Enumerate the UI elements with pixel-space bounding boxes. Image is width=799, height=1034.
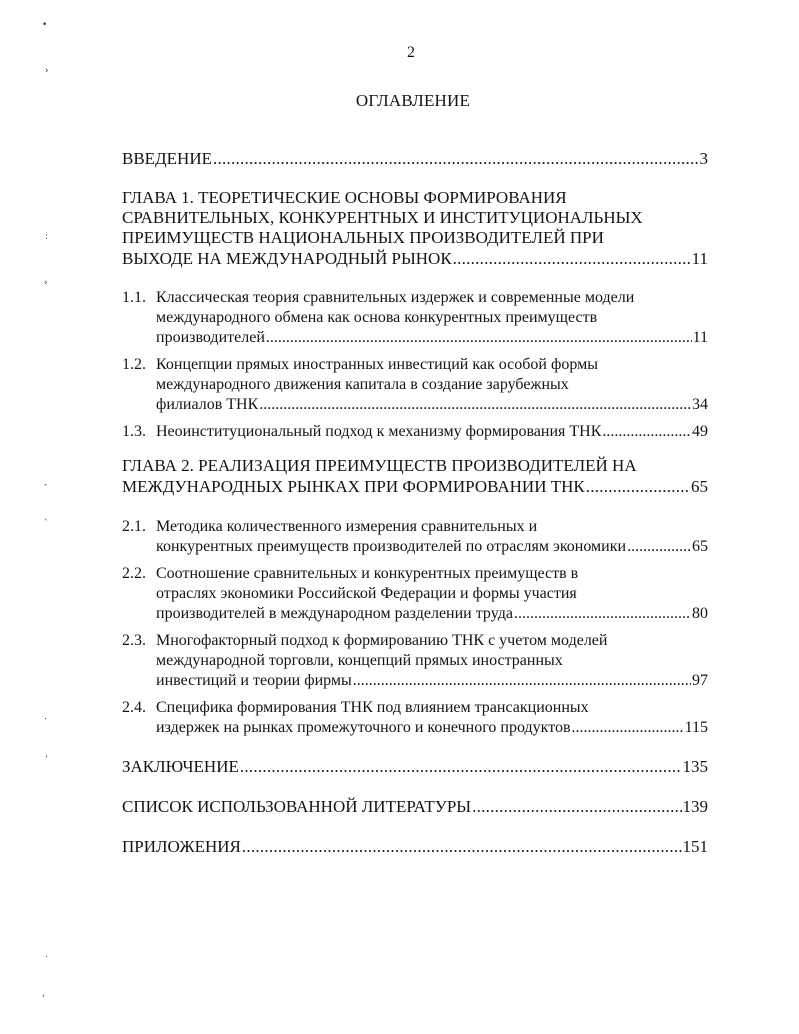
toc-entry-label: инвестиций и теории фирмы [156,672,352,689]
chapter-heading-line: ГЛАВА 2. РЕАЛИЗАЦИЯ ПРЕИМУЩЕСТВ ПРОИЗВОДИТЕЛЕЙ НА [122,456,637,475]
toc-section-1-3 [122,422,708,442]
section-number: 1.2. [122,356,146,373]
scan-mark: ‘ [42,994,45,1004]
section-last-line [156,328,708,348]
chapter-heading-line: ПРЕИМУЩЕСТВ НАЦИОНАЛЬНЫХ ПРОИЗВОДИТЕЛЕЙ ПРИ [122,228,604,247]
toc-section-2-2 [122,564,708,624]
chapter-heading-last-line [122,248,708,269]
section-line: Классическая теория сравнительных издержек и современные модели [156,289,635,306]
toc-entry-label: ВВЕДЕНИЕ [122,149,212,168]
toc-entry-label: производителей [156,329,265,346]
toc-leader-dots [602,422,691,442]
page-title: ОГЛАВЛЕНИЕ [355,91,471,110]
toc-leader-dots [353,671,691,691]
toc-entry-page: 3 [699,149,708,168]
toc-entry-label: СПИСОК ИСПОЛЬЗОВАННОЙ ЛИТЕРАТУРЫ [122,797,472,816]
toc-entry-label: конкурентных преимуществ производителей по отраслям экономики [156,538,627,555]
section-line: Многофакторный подход к формированию ТНК с учетом моделей [156,632,608,649]
toc-entry-label: Неоинституциональный подход к механизму формирования ТНК [156,423,602,440]
section-line: отраслях экономики Российской Федерации и формы участия [156,585,577,602]
section-last-line [156,671,708,691]
section-last-line [156,718,708,738]
section-line: Методика количественного измерения сравнительных и [156,518,538,535]
toc-entry-introduction [122,148,708,169]
section-number: 2.3. [122,632,146,649]
table-of-contents [122,148,708,857]
section-number: 2.1. [122,518,146,535]
toc-entry-page: 80 [692,605,708,622]
section-number: 2.2. [122,565,146,582]
toc-entry-page: 151 [682,837,708,856]
toc-leader-dots [453,248,691,269]
section-last-line [156,422,708,442]
section-number: 1.3. [122,423,146,440]
toc-section-2-3 [122,631,708,691]
toc-leader-dots [586,476,690,497]
toc-section-2-4 [122,698,708,738]
toc-entry-references [122,796,708,817]
section-line: международного обмена как основа конкурентных преимуществ [156,309,598,326]
toc-leader-dots [213,148,699,169]
toc-chapter-2 [122,456,708,497]
toc-entry-page: 34 [692,396,708,413]
toc-leader-dots [514,604,691,624]
toc-entry-label: ПРИЛОЖЕНИЯ [122,837,241,856]
section-number: 2.4. [122,699,146,716]
section-line: международного движения капитала в создание зарубежных [156,376,569,393]
toc-leader-dots [240,756,682,777]
toc-section-2-1 [122,517,708,557]
toc-leader-dots [259,395,691,415]
toc-entry-appendices [122,836,708,857]
toc-leader-dots [572,718,684,738]
toc-entry-page: 11 [692,329,708,346]
section-line: Специфика формирования ТНК под влиянием трансакционных [156,699,589,716]
chapter-heading-last-line [122,476,708,497]
scan-mark: › [44,278,48,288]
toc-leader-dots [242,836,682,857]
toc-entry-label: ВЫХОДЕ НА МЕЖДУНАРОДНЫЙ РЫНОК [122,249,452,268]
toc-entry-label: производителей в международном разделении труда [156,605,513,622]
section-number: 1.1. [122,289,146,306]
toc-leader-dots [266,328,692,348]
toc-entry-page: 139 [682,797,708,816]
toc-entry-conclusion [122,756,708,777]
scan-mark: › [45,66,49,76]
toc-entry-page: 11 [691,249,708,268]
toc-leader-dots [627,537,691,557]
toc-entry-page: 65 [692,538,708,555]
toc-entry-page: 135 [682,757,708,776]
toc-entry-label: филиалов ТНК [156,396,259,413]
scan-mark: ` [44,519,49,529]
toc-section-1-2 [122,355,708,415]
chapter-heading-line: ГЛАВА 1. ТЕОРЕТИЧЕСКИЕ ОСНОВЫ ФОРМИРОВАНИЯ [122,188,567,207]
toc-entry-label: МЕЖДУНАРОДНЫХ РЫНКАХ ПРИ ФОРМИРОВАНИИ ТНК [122,477,585,496]
scan-mark: . [45,950,48,960]
scan-mark: ’ [45,755,48,765]
scan-mark: : [45,232,49,242]
toc-leader-dots [472,796,681,817]
toc-entry-page: 115 [684,719,708,736]
section-line: Концепции прямых иностранных инвестиций как особой формы [156,356,598,373]
section-last-line [156,604,708,624]
section-line: Соотношение сравнительных и конкурентных преимуществ в [156,565,579,582]
page-number: 2 [407,44,415,61]
scan-mark: - [44,480,48,490]
section-last-line [156,395,708,415]
toc-entry-page: 49 [692,423,708,440]
toc-entry-label: издержек на рынках промежуточного и конечного продуктов [156,719,571,736]
toc-section-1-1 [122,288,708,348]
section-last-line [156,537,708,557]
scan-mark: • [42,20,48,30]
toc-entry-page: 97 [692,672,708,689]
chapter-heading-line: СРАВНИТЕЛЬНЫХ, КОНКУРЕНТНЫХ И ИНСТИТУЦИОНАЛЬНЫХ [122,208,643,227]
toc-entry-page: 65 [691,477,708,496]
section-line: международной торговли, концепций прямых иностранных [156,652,563,669]
toc-entry-label: ЗАКЛЮЧЕНИЕ [122,757,239,776]
toc-chapter-1 [122,188,708,269]
scan-mark: . [44,712,47,722]
